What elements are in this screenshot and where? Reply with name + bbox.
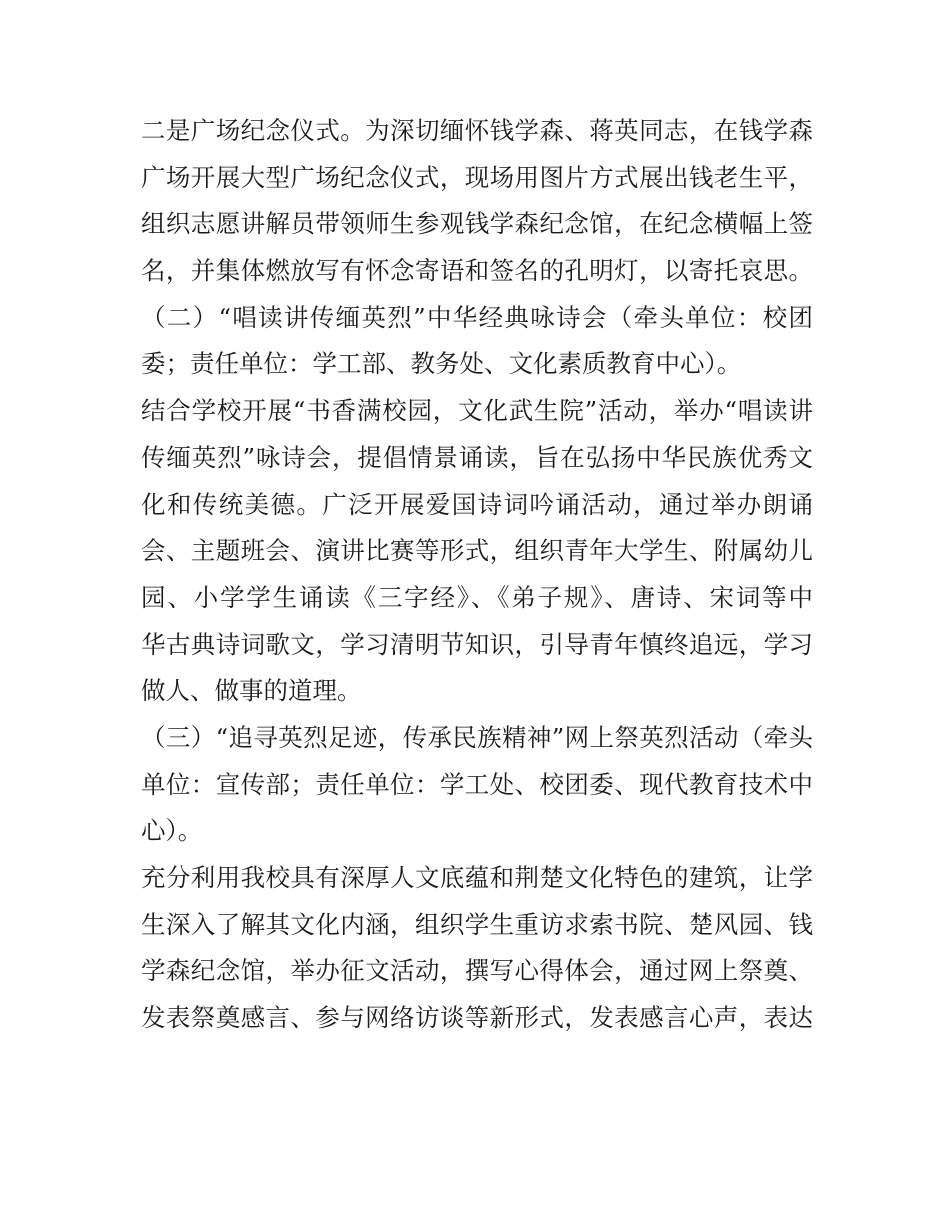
text-line: 组织志愿讲解员带领师生参观钱学森纪念馆，在纪念横幅上签 [141,209,813,239]
text-line: 二是广场纪念仪式。为深切缅怀钱学森、蒋英同志，在钱学森 [141,116,813,145]
section-heading-line: （二）“唱读讲传缅英烈”中华经典咏诗会（牵头单位：校团 [141,302,813,332]
text-line: 广场开展大型广场纪念仪式，现场用图片方式展出钱老生平， [141,162,813,192]
section-heading-line: 委；责任单位：学工部、教务处、文化素质教育中心）。 [141,349,742,379]
section-heading-line: 心）。 [141,816,203,846]
text-line: 华古典诗词歌文，学习清明节知识，引导青年慎终追远，学习 [141,629,813,659]
section-heading-line: （三）“追寻英烈足迹，传承民族精神”网上祭英烈活动（牵头 [141,722,813,752]
text-line: 化和传统美德。广泛开展爱国诗词吟诵活动，通过举办朗诵 [141,489,813,519]
text-line: 发表祭奠感言、参与网络访谈等新形式，发表感言心声，表达 [141,1003,813,1033]
text-line: 名，并集体燃放写有怀念寄语和签名的孔明灯，以寄托哀思。 [141,256,813,286]
text-line: 园、小学学生诵读《三字经》、《弟子规》、唐诗、宋词等中 [141,582,813,612]
text-line: 结合学校开展“书香满校园，文化武生院”活动，举办“唱读讲 [141,396,813,426]
text-line: 生深入了解其文化内涵，组织学生重访求索书院、楚风园、钱 [141,909,813,939]
section-heading-line: 单位：宣传部；责任单位：学工处、校团委、现代教育技术中 [141,769,813,799]
text-line: 会、主题班会、演讲比赛等形式，组织青年大学生、附属幼儿 [141,536,813,566]
text-line: 充分利用我校具有深厚人文底蕴和荆楚文化特色的建筑，让学 [141,863,813,892]
text-line: 学森纪念馆，举办征文活动，撰写心得体会，通过网上祭奠、 [141,956,813,986]
body-text [141,108,813,1042]
text-line: 传缅英烈”咏诗会，提倡情景诵读，旨在弘扬中华民族优秀文 [141,442,813,472]
text-line: 做人、做事的道理。 [141,676,362,706]
